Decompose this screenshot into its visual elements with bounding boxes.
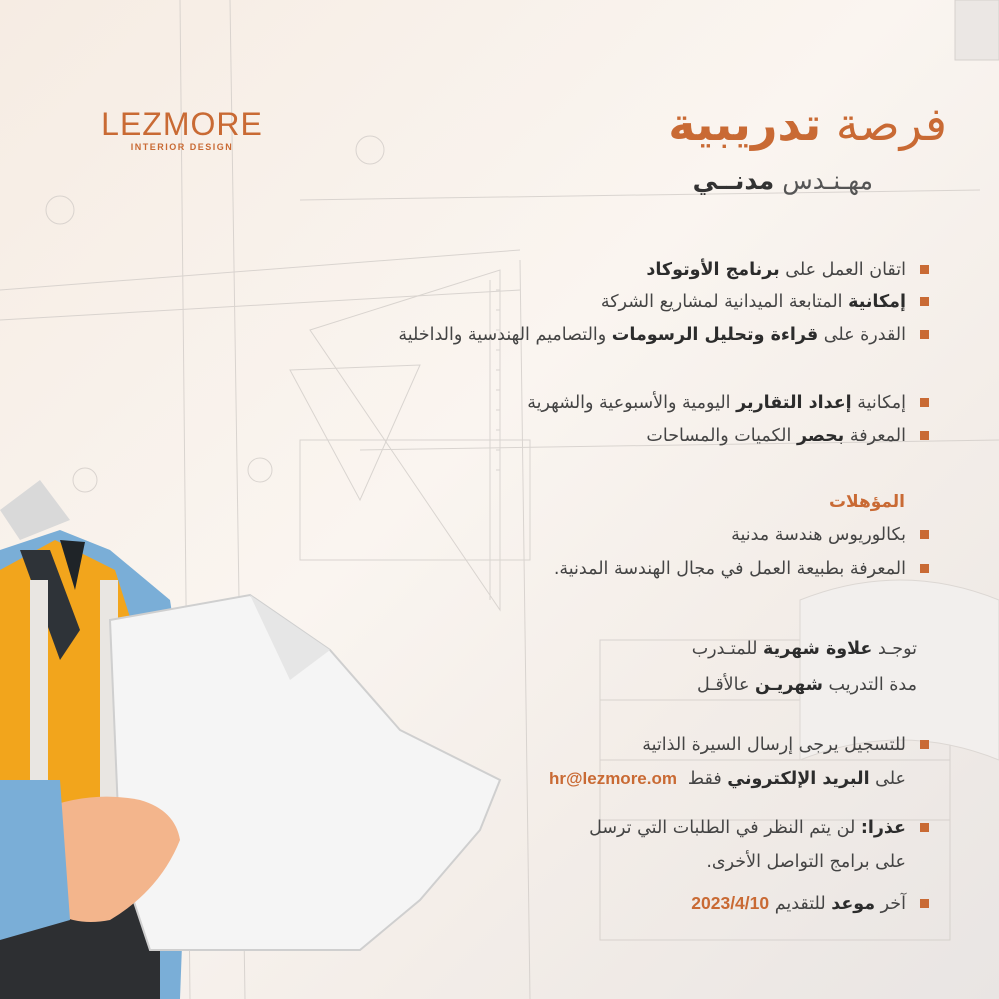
company-logo bbox=[86, 106, 278, 152]
requirement-item: المعرفة بحصر الكميات والمساحات bbox=[646, 424, 929, 448]
subtitle-plain: مهـنـدس bbox=[782, 166, 873, 195]
title-bold: تدريبية bbox=[668, 97, 822, 151]
logo-wordmark: LEZMORE bbox=[101, 106, 263, 142]
qualifications-heading: المؤهلات bbox=[828, 492, 905, 512]
benefit-allowance: توجـد علاوة شهرية للمتـدرب bbox=[691, 639, 917, 659]
subtitle-bold: مدنــي bbox=[692, 166, 775, 195]
apply-instruction: للتسجيل يرجى إرسال السيرة الذاتية bbox=[642, 733, 929, 757]
qualification-item: بكالوريوس هندسة مدنية bbox=[731, 523, 929, 547]
benefit-duration: مدة التدريب شهريـن عالأقـل bbox=[696, 675, 917, 695]
bullet-icon bbox=[920, 265, 929, 274]
bullet-icon bbox=[920, 530, 929, 539]
logo-tagline: INTERIOR DESIGN bbox=[130, 142, 234, 152]
job-title bbox=[693, 166, 873, 195]
bullet-icon bbox=[920, 297, 929, 306]
page-title bbox=[668, 96, 947, 152]
notice-text: عذرا: لن يتم النظر في الطلبات التي ترسل bbox=[589, 816, 929, 840]
apply-email-line: على البريد الإلكتروني فقط bbox=[687, 769, 906, 789]
bullet-icon bbox=[920, 740, 929, 749]
notice-text-continued: على برامج التواصل الأخرى. bbox=[706, 852, 906, 872]
engineer-illustration bbox=[0, 480, 520, 999]
requirement-item: إمكانية المتابعة الميدانية لمشاريع الشركة bbox=[601, 290, 929, 314]
title-plain: فرصة bbox=[835, 97, 947, 151]
deadline-line: آخر موعد للتقديم 2023/4/10 bbox=[691, 891, 929, 916]
bullet-icon bbox=[920, 330, 929, 339]
requirement-item: إمكانية إعداد التقارير اليومية والأسبوعية والشهرية bbox=[527, 391, 929, 415]
email-link[interactable]: hr@lezmore.om bbox=[548, 769, 677, 788]
requirement-item: اتقان العمل على برنامج الأوتوكاد bbox=[646, 258, 929, 282]
qualification-item: المعرفة بطبيعة العمل في مجال الهندسة المدنية. bbox=[554, 557, 929, 581]
bullet-icon bbox=[920, 899, 929, 908]
bullet-icon bbox=[920, 431, 929, 440]
deadline-date: 2023/4/10 bbox=[691, 893, 770, 913]
bullet-icon bbox=[920, 398, 929, 407]
bullet-icon bbox=[920, 823, 929, 832]
bullet-icon bbox=[920, 564, 929, 573]
requirement-item: القدرة على قراءة وتحليل الرسومات والتصاميم الهندسية والداخلية bbox=[398, 323, 929, 347]
